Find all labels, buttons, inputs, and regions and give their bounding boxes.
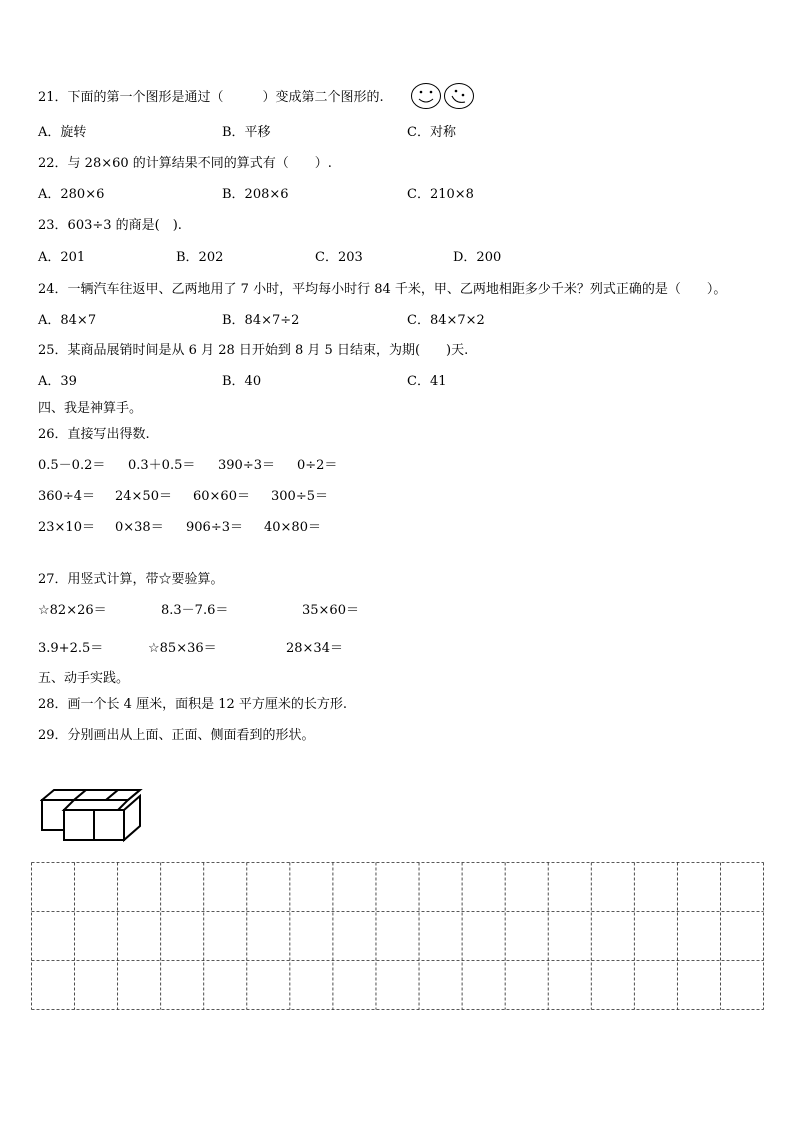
q23-stem: 23．603÷3 的商是( ). [38, 218, 182, 233]
q27-expr: ☆85×36＝ [148, 641, 217, 656]
q22-option-b: B．208×6 [222, 187, 289, 202]
q26-expr: 0×38＝ [115, 520, 164, 535]
q26-expr: 390÷3＝ [218, 458, 275, 473]
q23-option-d: D．200 [453, 250, 502, 265]
q26-expr: 300÷5＝ [271, 489, 328, 504]
q24-option-b: B．84×7÷2 [222, 313, 300, 328]
smiley-face-rotated-icon [443, 82, 475, 110]
q24-option-c: C．84×7×2 [407, 313, 485, 328]
q21-option-a: A．旋转 [38, 125, 87, 140]
q27-expr: 8.3－7.6＝ [161, 603, 229, 618]
q21-stem: 21．下面的第一个图形是通过（ ）变成第二个图形的. [38, 90, 384, 105]
q22-option-c: C．210×8 [407, 187, 474, 202]
q28-stem: 28．画一个长 4 厘米，面积是 12 平方厘米的长方形. [38, 697, 348, 712]
q26-expr: 0÷2＝ [297, 458, 338, 473]
q25-stem: 25．某商品展销时间是从 6 月 28 日开始到 8 月 5 日结束，为期( )天. [38, 343, 469, 358]
q27-expr: 35×60＝ [302, 603, 359, 618]
q21-option-c: C．对称 [407, 125, 456, 140]
q27-expr: 3.9+2.5＝ [38, 641, 104, 656]
q24-stem: 24．一辆汽车往返甲、乙两地用了 7 小时，平均每小时行 84 千米，甲、乙两地相距多少千米？列式正确的是（ ）。 [38, 282, 727, 297]
q26-expr: 24×50＝ [115, 489, 172, 504]
q23-option-c: C．203 [315, 250, 363, 265]
q27-expr: 28×34＝ [286, 641, 343, 656]
section-5-heading: 五、动手实践。 [38, 671, 130, 686]
q29-stem: 29．分别画出从上面、正面、侧面看到的形状。 [38, 728, 315, 743]
q25-option-c: C．41 [407, 374, 447, 389]
q26-expr: 360÷4＝ [38, 489, 95, 504]
q26-expr: 40×80＝ [264, 520, 321, 535]
drawing-grid[interactable] [31, 862, 764, 1010]
cube-stack-figure [40, 788, 144, 844]
q22-stem: 22．与 28×60 的计算结果不同的算式有（ ）. [38, 156, 332, 171]
q26-expr: 23×10＝ [38, 520, 95, 535]
q26-stem: 26．直接写出得数. [38, 427, 150, 442]
q25-option-b: B．40 [222, 374, 262, 389]
q27-stem: 27．用竖式计算，带☆要验算。 [38, 572, 224, 587]
q23-option-a: A．201 [38, 250, 86, 265]
smiley-face-original-icon [410, 82, 442, 110]
q26-expr: 60×60＝ [193, 489, 250, 504]
q22-option-a: A．280×6 [38, 187, 105, 202]
q26-expr: 0.5－0.2＝ [38, 458, 106, 473]
q24-option-a: A．84×7 [38, 313, 97, 328]
q25-option-a: A．39 [38, 374, 77, 389]
q23-option-b: B．202 [176, 250, 224, 265]
q26-expr: 0.3＋0.5＝ [128, 458, 196, 473]
q27-expr: ☆82×26＝ [38, 603, 107, 618]
q21-option-b: B．平移 [222, 125, 271, 140]
q26-expr: 906÷3＝ [186, 520, 243, 535]
section-4-heading: 四、我是神算手。 [38, 401, 143, 416]
